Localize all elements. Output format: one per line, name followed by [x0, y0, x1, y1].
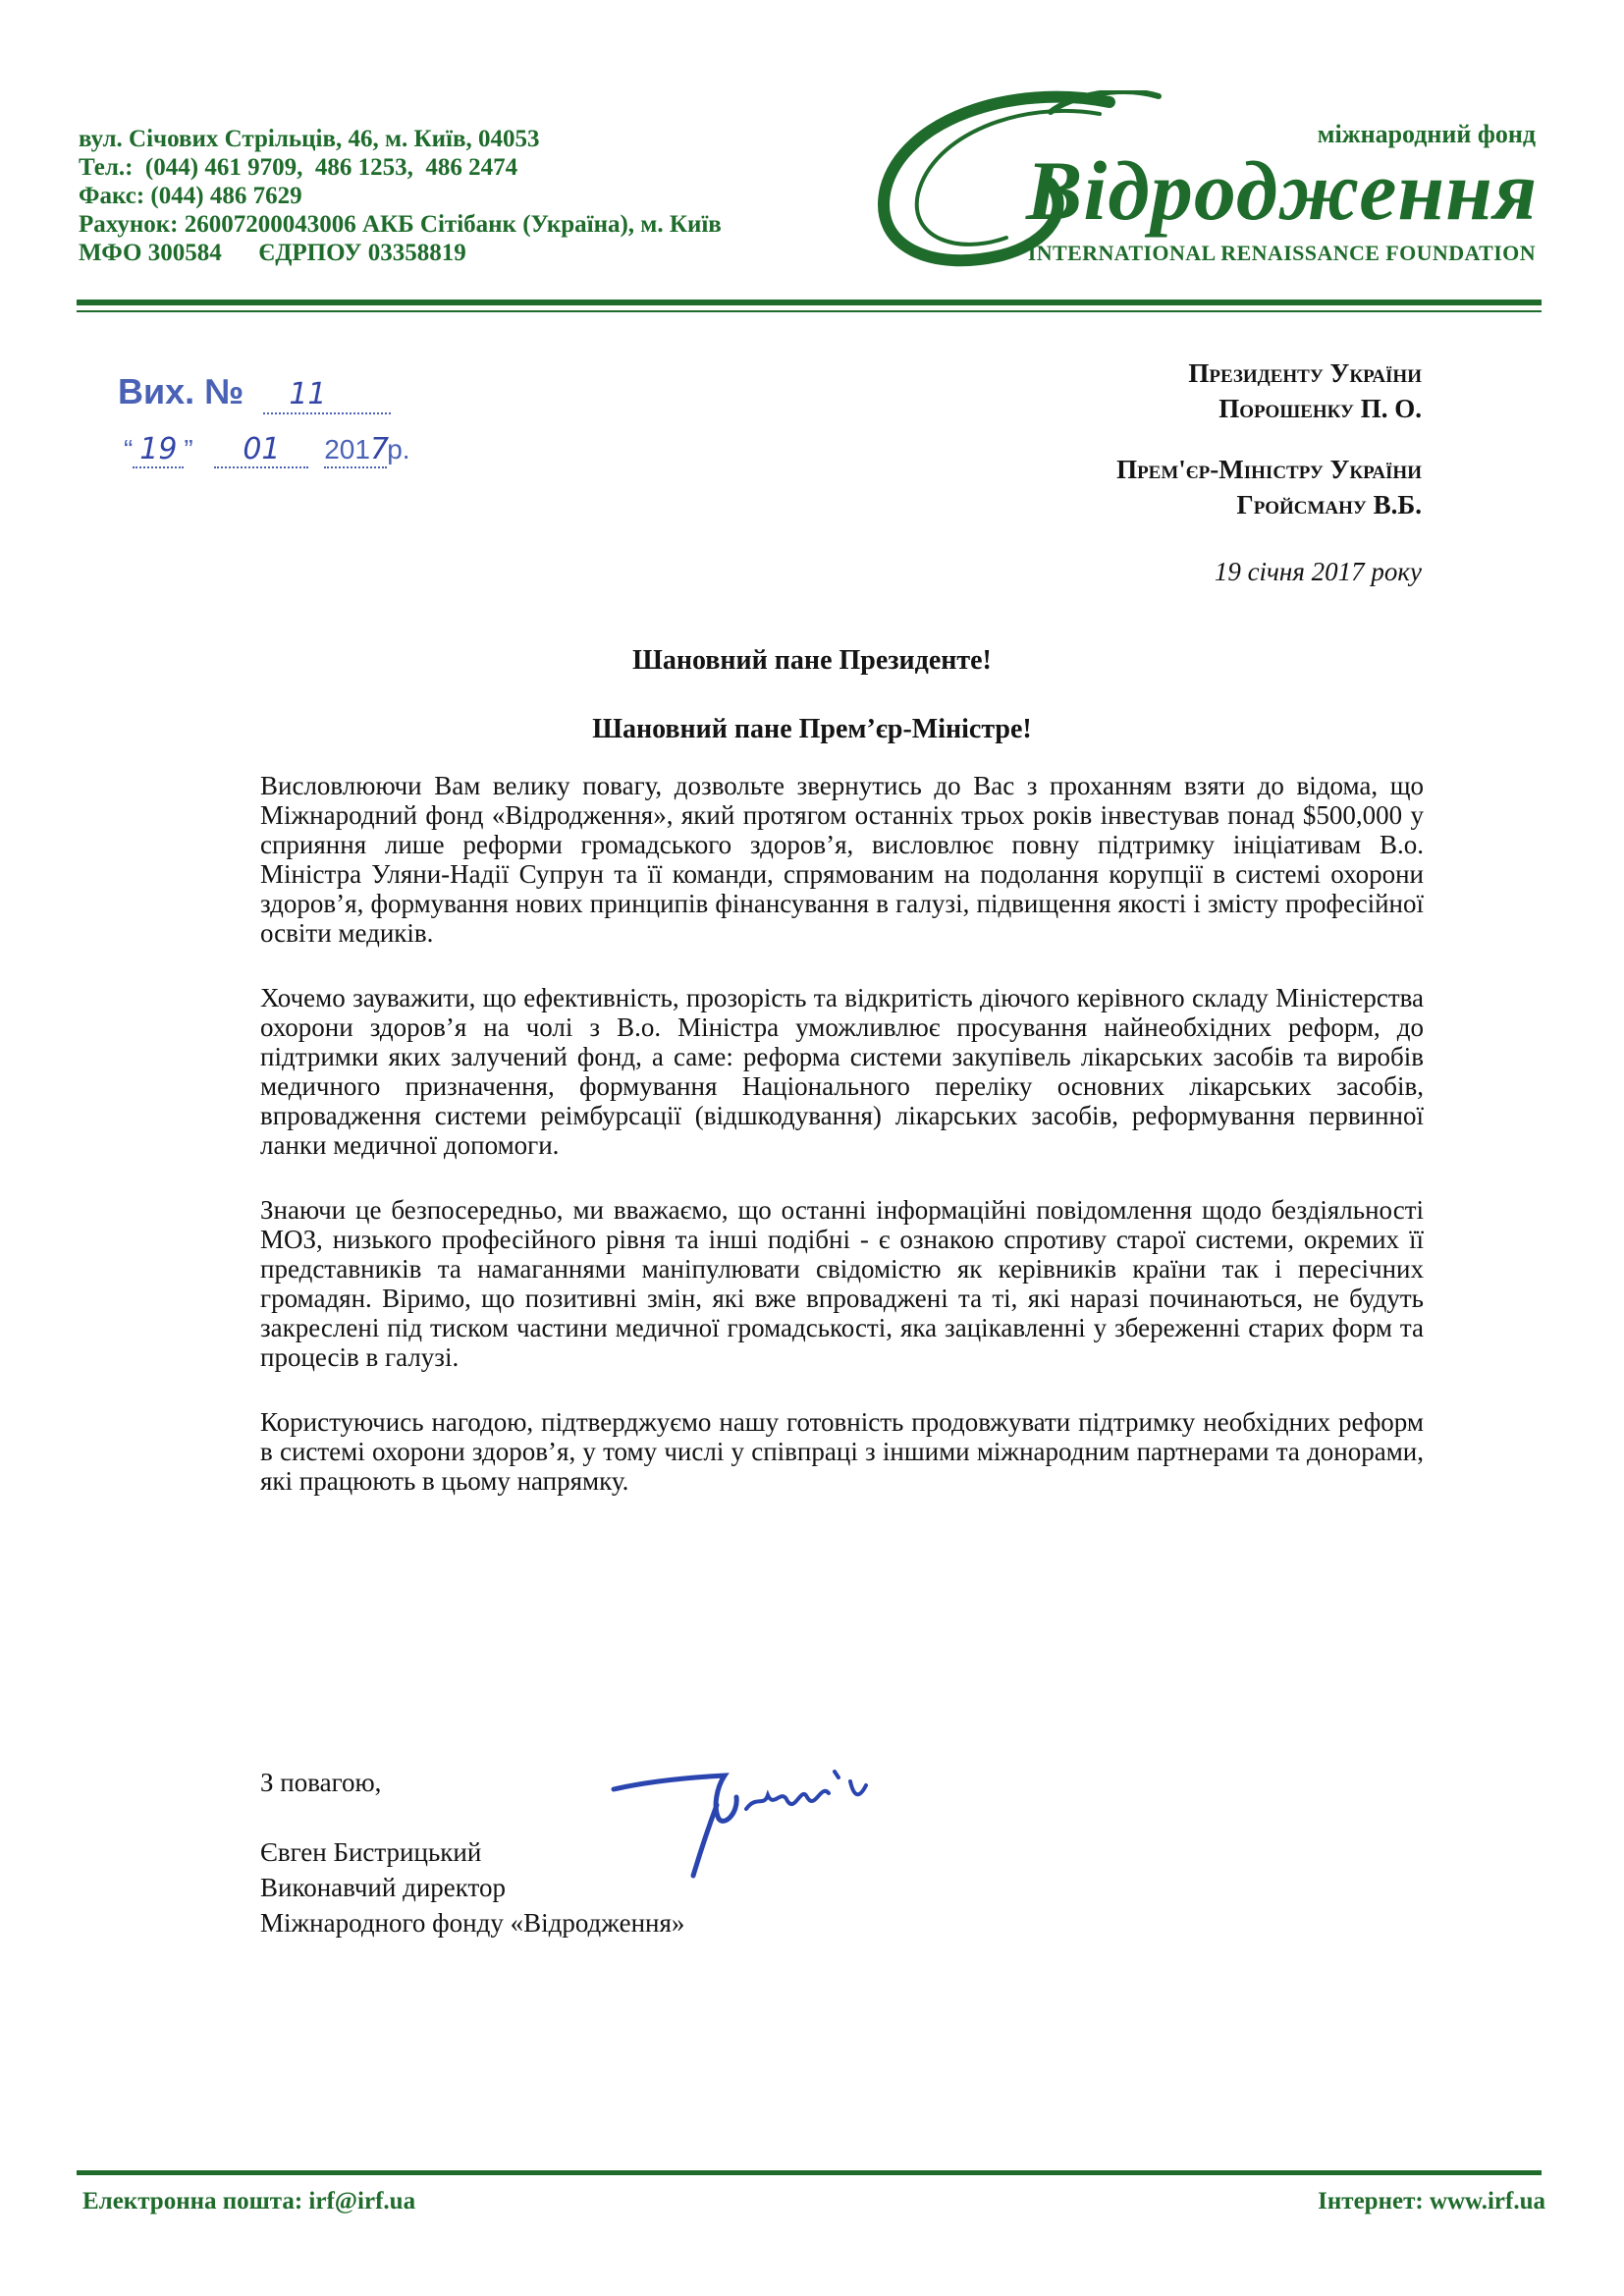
stamp-label: Вих. №	[118, 371, 244, 411]
greeting-president: Шановний пане Президенте!	[632, 645, 992, 676]
stamp-year-prefix: 201	[324, 434, 370, 465]
addressee-title-2: Прем'єр-Міністру України	[1116, 455, 1422, 484]
fax: Факс: (044) 486 7629	[79, 183, 302, 209]
signatory-organization: Міжнародного фонду «Відродження»	[260, 1908, 685, 1938]
letter-body	[260, 771, 1424, 1531]
handwritten-signature-icon	[609, 1748, 943, 1886]
stamp-year-hand: 7	[369, 432, 390, 466]
addressee-title-1: Президенту України	[1188, 358, 1422, 388]
paragraph-2: Хочемо зауважити, що ефективність, прозорість та відкритість діючого керівного складу Міністерства охорони здоров’я на чолі з В.о. Міністра уможливлює просування найнеобхідних реформ, до підтримки яких залучений фонд, а саме: реформа системи закупівель лікарських засобів та виробів медичного призначення, формування Національного переліку основних лікарських засобів, впровадження системи реімбурсації (відшкодування) лікарських засобів, реформування первинної ланки медичної допомоги.	[260, 983, 1424, 1160]
stamp-number: 11	[289, 377, 327, 411]
footer-divider	[77, 2170, 1542, 2175]
stamp-year-suffix: р.	[387, 434, 410, 465]
addressee-prime-minister	[1116, 452, 1422, 522]
footer-website: Інтернет: www.irf.ua	[1318, 2188, 1545, 2214]
header-divider-thick	[77, 300, 1542, 305]
logo-english-name: INTERNATIONAL RENAISSANCE FOUNDATION	[1027, 241, 1536, 265]
stamp-month: 01	[243, 432, 281, 466]
letter-date: 19 січня 2017 року	[1214, 557, 1422, 586]
addressee-name-2: Гройсману В.Б.	[1236, 490, 1422, 519]
paragraph-1: Висловлюючи Вам велику повагу, дозвольте звернутись до Вас з проханням взяти до відома, що Міжнародний фонд «Відродження», який протягом останніх трьох років інвестував понад $500,000 у сприяння лише реформи громадського здоров’я, висловлює повну підтримку ініціативам В.о. Міністра Уляни-Надії Супрун та її команди, спрямованим на подолання корупції в системі охорони здоров’я, формування нових принципів фінансування в галузі, підвищення якості і змісту професійної освіти медиків.	[260, 771, 1424, 948]
signatory-name: Євген Бистрицький	[260, 1837, 482, 1867]
paragraph-4: Користуючись нагодою, підтверджуємо нашу готовність продовжувати підтримку необхідних реформ в системі охорони здоров’я, у тому числі у співпраці з іншими міжнародним партнерами та донорами, які працюють в цьому напрямку.	[260, 1407, 1424, 1496]
greeting-prime-minister: Шановний пане Прем’єр-Міністре!	[592, 714, 1032, 744]
addressee-name-1: Порошенку П. О.	[1218, 394, 1422, 423]
paragraph-3: Знаючи це безпосередньо, ми вважаємо, що останні інформаційні повідомлення щодо бездіяльності МОЗ, низького професійного рівня та інші подібні - є ознакою спротиву старої системи, окремих її представників та намаганнями маніпулювати свідомістю як керівників країни так і пересічних громадян. Віримо, що позитивні змін, які вже впроваджені та ті, які наразі починаються, не будуть закреслені під тиском частини медичної громадськості, яка зацікавленні у збереженні старих форм та процесів в галузі.	[260, 1195, 1424, 1372]
stamp-day: 19	[139, 432, 178, 466]
closing: З повагою,	[260, 1768, 382, 1797]
bank-account: Рахунок: 26007200043006 АКБ Сітібанк (Україна), м. Київ	[79, 211, 722, 238]
logo-wordmark: Відродження	[1026, 143, 1539, 238]
signatory-position: Виконавчий директор	[260, 1873, 506, 1902]
address: вул. Січових Стрільців, 46, м. Київ, 04053	[79, 126, 540, 152]
footer-email: Електронна пошта: irf@irf.ua	[82, 2188, 416, 2214]
phone: Тел.: (044) 461 9709, 486 1253, 486 2474	[79, 154, 518, 181]
logo-tagline: міжнародний фонд	[1317, 120, 1536, 148]
addressee-president	[1188, 355, 1422, 426]
bank-codes: МФО 300584 ЄДРПОУ 03358819	[79, 240, 466, 266]
foundation-logo	[864, 90, 1551, 277]
header-divider-thin	[77, 310, 1542, 312]
contact-block	[79, 125, 844, 267]
